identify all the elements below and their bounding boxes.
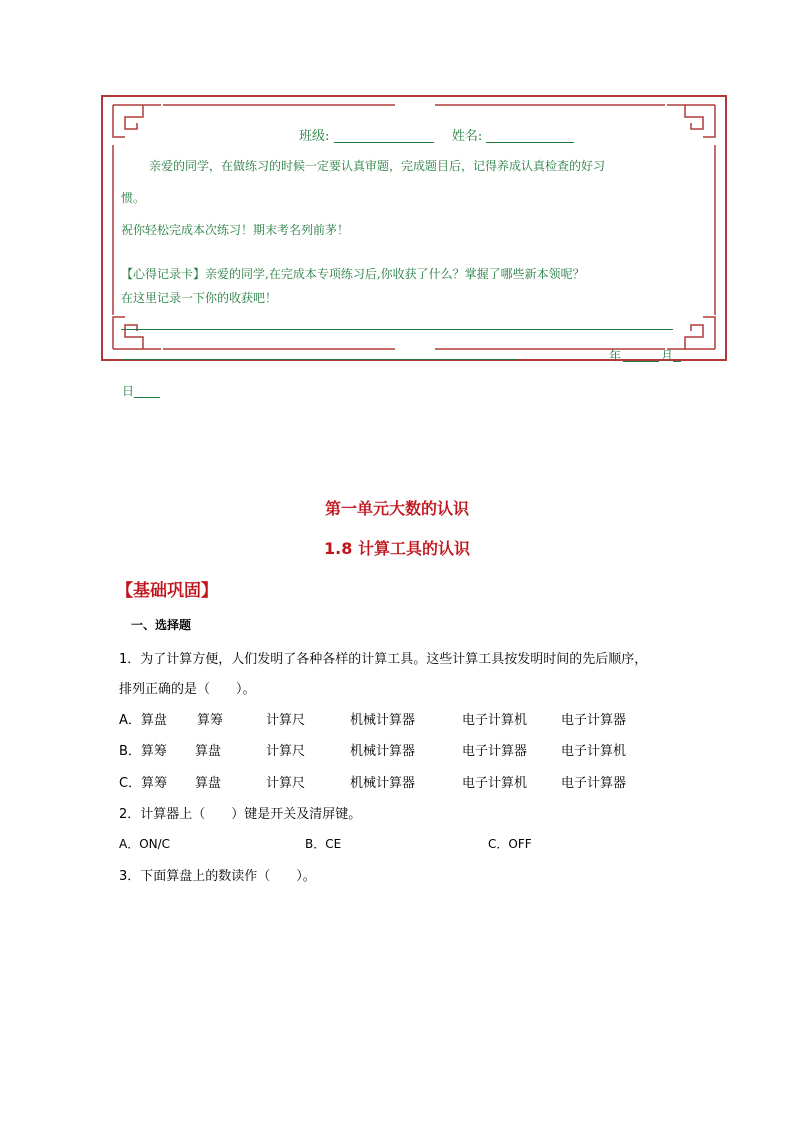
q1-stem-line-1: 1．为了计算方便，人们发明了各种各样的计算工具。这些计算工具按发明时间的先后顺序， xyxy=(119,652,648,667)
q1-stem-line-2: 排列正确的是（ ）。 xyxy=(119,682,256,697)
unit-title: 第一单元大数的认识 xyxy=(324,499,469,518)
q1-a-3: 计算尺 xyxy=(266,713,306,728)
q1-a-2: 算筹 xyxy=(197,713,224,728)
day-row xyxy=(122,382,160,399)
q1-a-4: 机械计算器 xyxy=(350,713,416,728)
q1-b-4: 机械计算器 xyxy=(350,744,416,759)
q2-option-a[interactable]: A．ON/C xyxy=(119,837,171,851)
q1-c-5: 电子计算机 xyxy=(462,776,528,791)
part-heading: 一、选择题 xyxy=(131,618,192,632)
q2-option-c[interactable]: C．OFF xyxy=(488,837,532,851)
q1-c-6: 电子计算器 xyxy=(561,776,627,791)
q1-c-2: 算盘 xyxy=(195,776,222,791)
month-tail-line xyxy=(673,361,681,362)
intro-line-2: 惯。 xyxy=(121,191,146,205)
notice-card-frame xyxy=(101,95,727,361)
q1-a-1: A．算盘 xyxy=(119,713,167,728)
q1-b-1: B．算筹 xyxy=(119,744,167,759)
q1-a-5: 电子计算机 xyxy=(462,713,528,728)
q1-b-3: 计算尺 xyxy=(266,744,306,759)
intro-line-1: 亲爱的同学，在做练习的时候一定要认真审题，完成题目后，记得养成认真检查的好习 xyxy=(149,159,606,173)
wish-text: 祝你轻松完成本次练习！期末考名列前茅！ xyxy=(121,223,350,237)
student-info-line xyxy=(299,125,574,144)
month-blank[interactable] xyxy=(623,361,659,362)
day-blank[interactable] xyxy=(134,387,160,398)
name-label: 姓名: xyxy=(451,129,483,144)
q1-b-2: 算盘 xyxy=(195,744,222,759)
q1-c-4: 机械计算器 xyxy=(350,776,416,791)
record-line-1: 【心得记录卡】亲爱的同学,在完成本专项练习后,你收获了什么？掌握了哪些新本领呢？ xyxy=(121,267,585,281)
section-heading: 【基础巩固】 xyxy=(116,581,218,601)
month-label: 月 xyxy=(661,349,674,363)
writing-line-1[interactable] xyxy=(121,329,673,330)
lesson-title: 1.8 计算工具的认识 xyxy=(324,539,470,558)
day-label: 日 xyxy=(122,384,135,398)
class-blank[interactable] xyxy=(334,128,434,143)
q1-a-6: 电子计算器 xyxy=(561,713,627,728)
year-label: 年 xyxy=(609,349,622,363)
q1-b-5: 电子计算器 xyxy=(462,744,528,759)
q1-c-1: C．算筹 xyxy=(119,776,168,791)
q3-stem: 3．下面算盘上的数读作（ ）。 xyxy=(119,869,316,884)
q2-stem: 2．计算器上（ ）键是开关及清屏键。 xyxy=(119,807,362,822)
class-label: 班级: xyxy=(299,129,330,144)
name-blank[interactable] xyxy=(486,128,574,143)
record-line-2: 在这里记录一下你的收获吧！ xyxy=(121,291,278,305)
q2-option-b[interactable]: B．CE xyxy=(305,837,342,851)
writing-line-2[interactable] xyxy=(121,359,517,360)
q1-c-3: 计算尺 xyxy=(266,776,306,791)
q1-b-6: 电子计算机 xyxy=(561,744,627,759)
